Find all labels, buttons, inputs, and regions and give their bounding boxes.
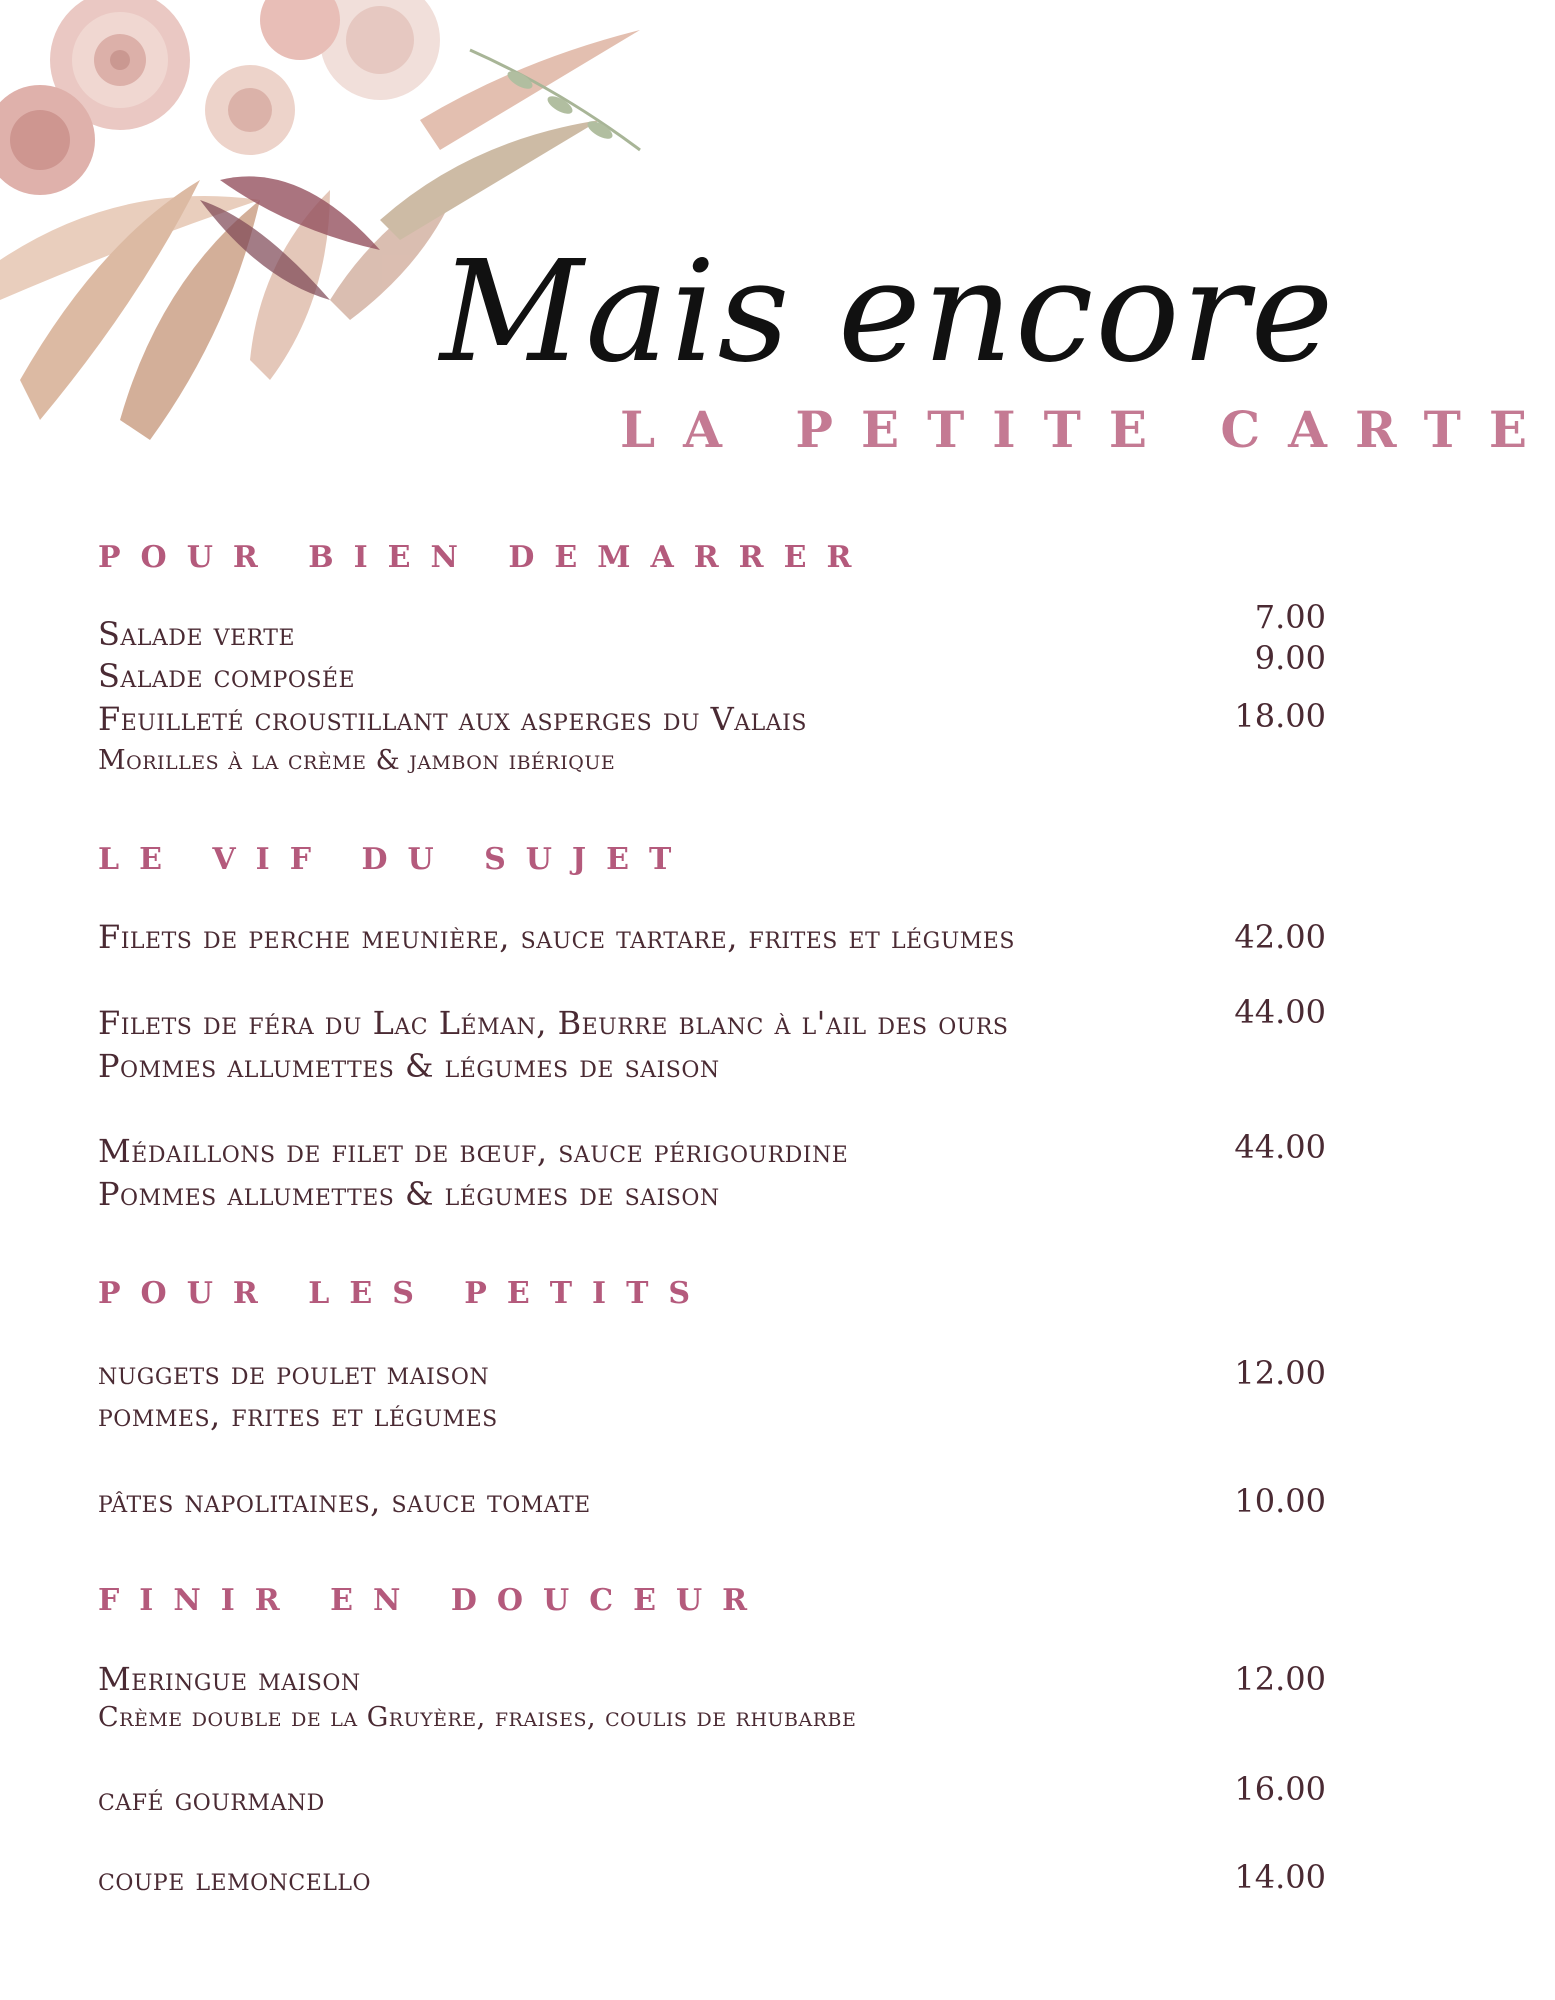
- section-heading-starters: POUR BIEN DEMARRER: [98, 540, 872, 575]
- menu-item: coupe lemoncello: [98, 1860, 372, 1898]
- subtitle: LA PETITE CARTE: [620, 400, 1555, 459]
- menu-item: Médaillons de filet de bœuf, sauce périgourdine: [98, 1132, 849, 1170]
- menu-item-description: Crème double de la Gruyère, fraises, coulis de rhubarbe: [98, 1702, 857, 1733]
- menu-item: Filets de féra du Lac Léman, Beurre blanc à l'ail des ours: [98, 1004, 1009, 1042]
- menu-price: 7.00: [1254, 598, 1326, 636]
- menu-price: 12.00: [1234, 1354, 1326, 1392]
- menu-price: 16.00: [1234, 1770, 1326, 1808]
- section-heading-mains: LE VIF DU SUJET: [98, 842, 692, 877]
- menu-price: 42.00: [1234, 918, 1326, 956]
- menu-item: Meringue maison: [98, 1660, 361, 1698]
- menu-item: Salade composée: [98, 657, 356, 695]
- menu-price: 44.00: [1234, 1128, 1326, 1166]
- menu-item-description: Pommes allumettes & légumes de saison: [98, 1175, 720, 1213]
- menu-item: café gourmand: [98, 1780, 325, 1818]
- menu-item-description: pommes, frites et légumes: [98, 1396, 498, 1434]
- section-heading-desserts: FINIR EN DOUCEUR: [98, 1583, 768, 1618]
- menu-item: Feuilleté croustillant aux asperges du Valais: [98, 700, 807, 738]
- menu-item: pâtes napolitaines, sauce tomate: [98, 1482, 591, 1520]
- menu-price: 9.00: [1254, 639, 1326, 677]
- menu-price: 18.00: [1234, 697, 1326, 735]
- script-title-text: Mais encore: [440, 231, 1336, 394]
- menu-item-description: Morilles à la crème & jambon ibérique: [98, 745, 616, 776]
- menu-price: 14.00: [1234, 1858, 1326, 1896]
- menu-item: nuggets de poulet maison: [98, 1354, 490, 1392]
- menu-item-description: Pommes allumettes & légumes de saison: [98, 1047, 720, 1085]
- menu-price: 44.00: [1234, 993, 1326, 1031]
- section-heading-kids: POUR LES PETITS: [98, 1276, 711, 1311]
- menu-item: Salade verte: [98, 615, 296, 653]
- menu-price: 12.00: [1234, 1660, 1326, 1698]
- menu-price: 10.00: [1234, 1482, 1326, 1520]
- menu-item: Filets de perche meunière, sauce tartare, frites et légumes: [98, 918, 1015, 956]
